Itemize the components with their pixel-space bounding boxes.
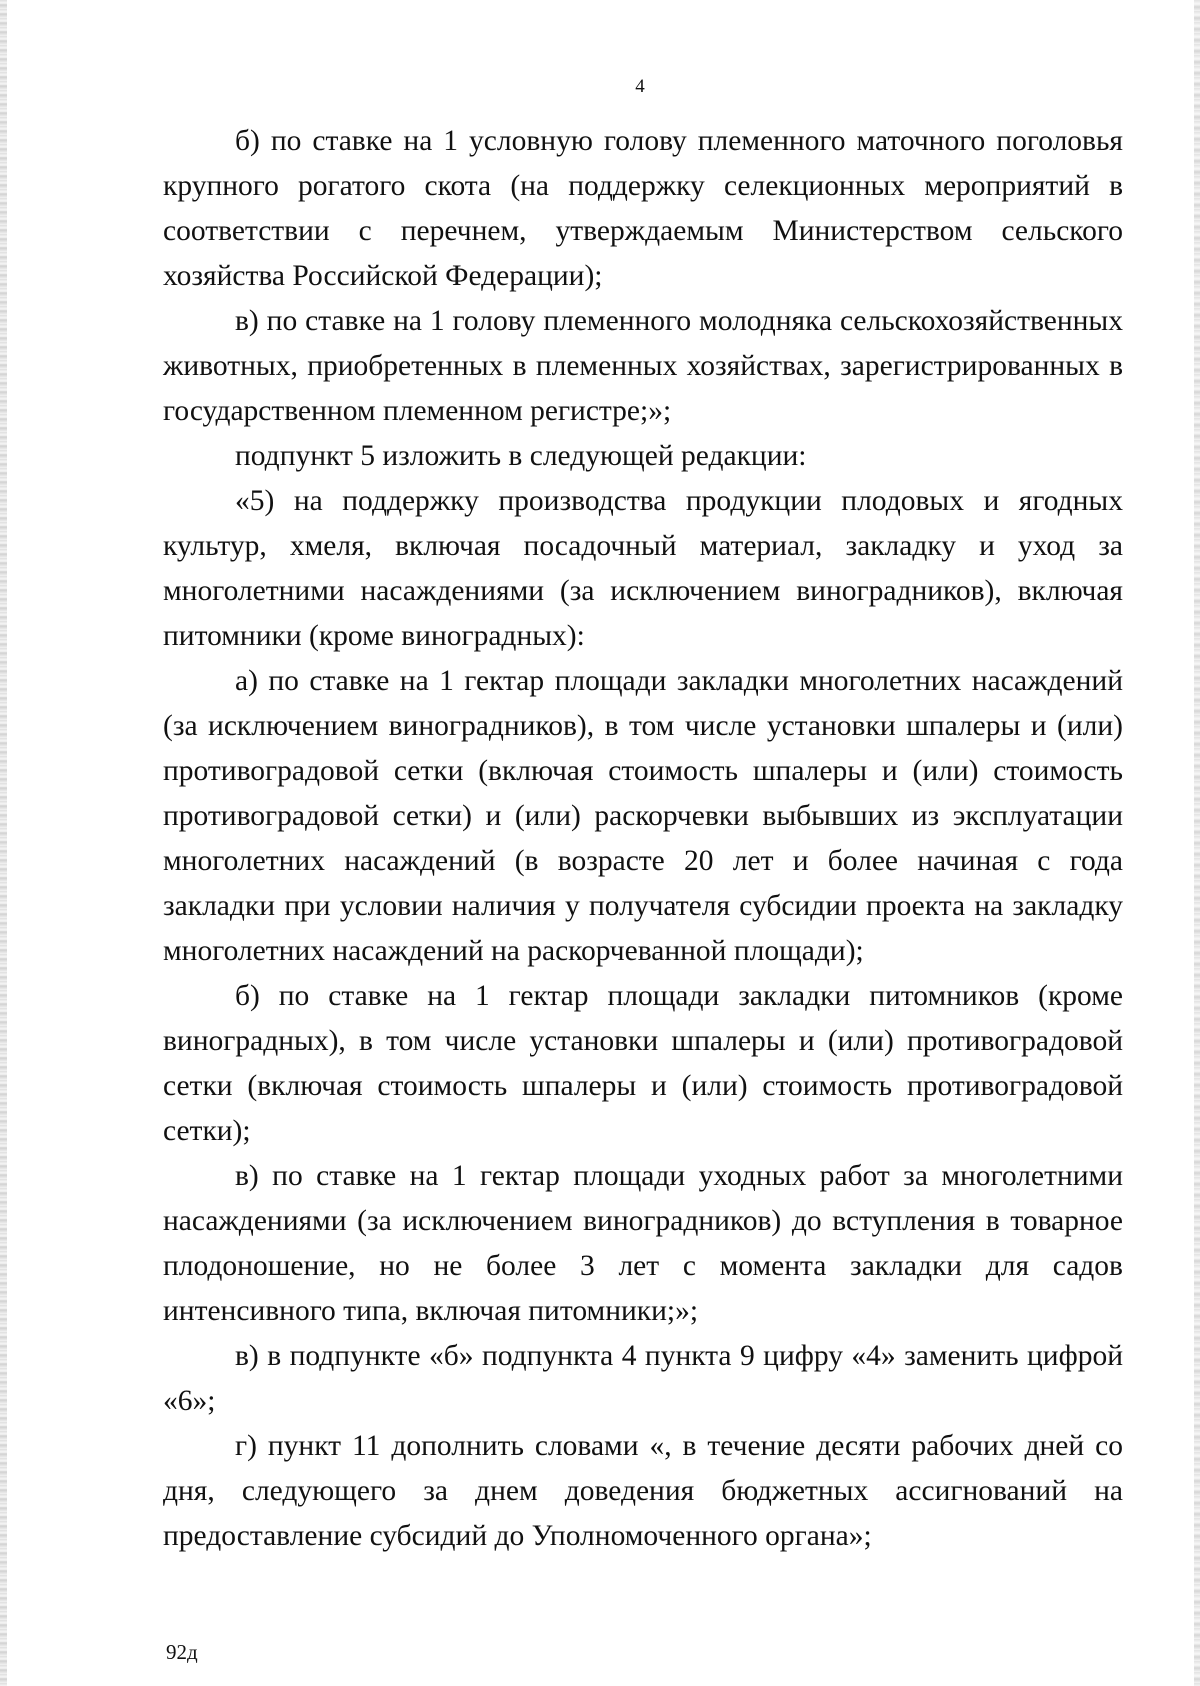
paragraph-v-young-stock: в) по ставке на 1 голову племенного молодняка сельскохозяйственных животных, приобретенных в племенных хозяйствах, зарегистрированных в государственном племенном регистре;»;	[163, 305, 1123, 427]
paragraph-v-amend-item-9: в) в подпункте «б» подпункта 4 пункта 9 цифру «4» заменить цифрой «6»;	[163, 1340, 1123, 1417]
document-body	[163, 119, 1123, 1559]
paragraph-b-livestock: б) по ставке на 1 условную голову племенного маточного поголовья крупного рогатого скота (на поддержку селекционных мероприятий в соответствии с перечнем, утверждаемым Министерством сельского хозяйства Российской Федерации);	[163, 125, 1123, 292]
paragraph-a-planting: а) по ставке на 1 гектар площади закладки многолетних насаждений (за исключением виноградников), в том числе установки шпалеры и (или) противоградовой сетки (включая стоимость шпалеры и (или) стоимость противоградовой сетки) и (или) раскорчевки выбывших из эксплуатации многолетних насаждений (в возрасте 20 лет и более начиная с года закладки при условии наличия у получателя субсидии проекта на закладку многолетних насаждений на раскорчеванной площади);	[163, 665, 1123, 967]
paragraph-b-nurseries: б) по ставке на 1 гектар площади закладки питомников (кроме виноградных), в том числе установки шпалеры и (или) противоградовой сетки (включая стоимость шпалеры и (или) стоимость противоградовой сетки);	[163, 980, 1123, 1147]
paragraph-v-maintenance: в) по ставке на 1 гектар площади уходных работ за многолетними насаждениями (за исключением виноградников) до вступления в товарное плодоношение, но не более 3 лет с момента закладки для садов интенсивного типа, включая питомники;»;	[163, 1160, 1123, 1327]
paragraph-item-5: «5) на поддержку производства продукции плодовых и ягодных культур, хмеля, включая посадочный материал, закладку и уход за многолетними насаждениями (за исключением виноградников), включая питомники (кроме виноградных):	[163, 485, 1123, 652]
scan-edge-right	[1194, 0, 1200, 1686]
paragraph-g-amend-item-11: г) пункт 11 дополнить словами «, в течение десяти рабочих дней со дня, следующего за днем доведения бюджетных ассигнований на предоставление субсидий до Уполномоченного органа»;	[163, 1430, 1123, 1552]
paragraph-subitem-5-intro: подпункт 5 изложить в следующей редакции:	[235, 440, 807, 472]
footer-document-code: 92д	[166, 1640, 198, 1664]
page-number: 4	[635, 76, 645, 97]
scan-edge-left	[0, 0, 7, 1686]
